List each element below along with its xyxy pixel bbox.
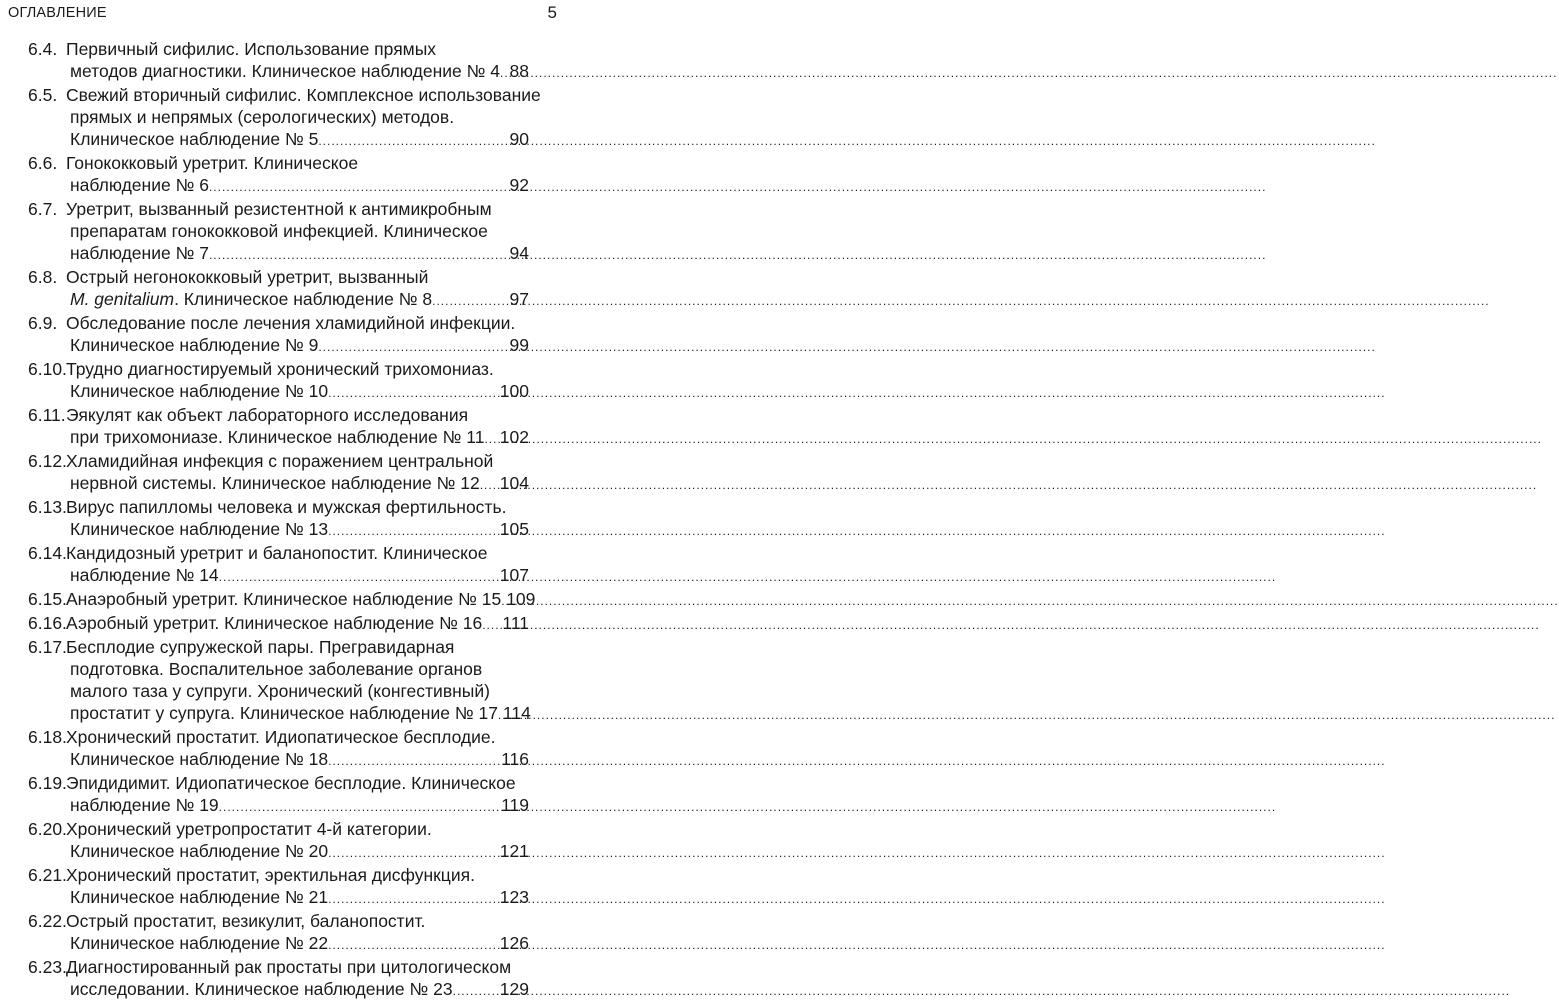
toc-entry-final-line: [66, 288, 529, 312]
toc-entry-final-line: [66, 978, 529, 1002]
toc-entry-number: 6.22.: [28, 911, 67, 931]
toc-entry-title-text: исследовании. Клиническое наблюдение № 23: [70, 979, 453, 999]
page-header: [8, 2, 557, 26]
toc-entry-title-text: нервной системы. Клиническое наблюдение № 12: [70, 473, 480, 493]
toc-entry-final-line: [66, 174, 529, 198]
toc-page-number: 119: [501, 795, 529, 815]
toc-page-number: 104: [499, 473, 529, 493]
toc-entry-final-line: [66, 612, 529, 636]
toc-entry[interactable]: [28, 864, 529, 910]
toc-entry-final-line: [66, 426, 529, 450]
toc-entry[interactable]: [28, 198, 529, 266]
toc-page-number: 123: [499, 887, 529, 907]
toc-entry-title-end: [66, 612, 482, 634]
toc-entry-title-end: [70, 932, 328, 954]
toc-entry[interactable]: [28, 450, 529, 496]
toc-entry-number: 6.7.: [28, 199, 58, 219]
toc-page-number: 105: [499, 519, 529, 539]
toc-entry[interactable]: [28, 312, 529, 358]
toc-entry-number: 6.18.: [28, 727, 67, 747]
toc-entry-title-line: препаратам гонококковой инфекцией. Клиническое: [70, 221, 488, 241]
toc-entry-title-line: Свежий вторичный сифилис. Комплексное использование: [66, 85, 541, 105]
toc-entry-number: 6.17.: [28, 637, 67, 657]
toc-entry-number: 6.21.: [28, 865, 67, 885]
toc-entry-final-line: [66, 588, 536, 612]
toc-entry-title-end: [70, 426, 484, 448]
toc-entry-number: 6.20.: [28, 819, 67, 839]
toc-entry-title-end: [70, 174, 209, 196]
dot-leader: [482, 614, 501, 636]
toc-entry-title-line: Эпидидимит. Идиопатическое бесплодие. Клиническое: [66, 773, 516, 793]
dot-leader: [209, 244, 509, 266]
toc-entry-final-line: [66, 702, 529, 726]
toc-entry[interactable]: [28, 266, 529, 312]
toc-entry-number: 6.9.: [28, 313, 58, 333]
toc-entry-title-end: [70, 60, 500, 82]
toc-entry-title-line: Хронический простатит, эректильная дисфункция.: [66, 865, 475, 885]
toc-entry-title-end: [70, 794, 219, 816]
toc-page-number: 100: [499, 381, 529, 401]
toc-entry-final-line: [66, 242, 529, 266]
toc-entry-title-line: подготовка. Воспалительное заболевание органов: [70, 659, 483, 679]
dot-leader: [453, 980, 499, 1002]
toc-entry-title-end: [70, 564, 219, 586]
running-title: ОГЛАВЛЕНИЕ: [8, 5, 107, 21]
dot-leader: [328, 842, 499, 864]
toc-entry-number: 6.15.: [28, 589, 67, 609]
dot-leader: [328, 888, 499, 910]
toc-entry-title-end: [70, 288, 432, 310]
toc-entry[interactable]: [28, 358, 529, 404]
toc-entry-number: 6.6.: [28, 153, 58, 173]
dot-leader: [480, 474, 499, 496]
toc-entry[interactable]: [28, 588, 536, 612]
toc-page-number: 99: [509, 335, 529, 355]
toc-page-number: 109: [506, 589, 536, 609]
toc-entry-number: 6.8.: [28, 267, 58, 287]
toc-entry-title-text: Клиническое наблюдение № 18: [70, 749, 329, 769]
toc-entry-title-line: Кандидозный уретрит и баланопостит. Клиническое: [66, 543, 488, 563]
toc-entry[interactable]: [28, 910, 529, 956]
toc-entry[interactable]: [28, 726, 529, 772]
toc-entry-final-line: [66, 472, 529, 496]
dot-leader: [328, 750, 500, 772]
dot-leader: [328, 382, 499, 404]
toc-entry-final-line: [66, 128, 529, 152]
toc-entry-number: 6.11.: [28, 405, 66, 425]
toc-entry-number: 6.10.: [28, 359, 67, 379]
toc-entry-title-line: Хронический уретропростатит 4-й категории.: [66, 819, 432, 839]
toc-entry-title-line: Острый негонококковый уретрит, вызванный: [66, 267, 429, 287]
toc-entry-final-line: [66, 564, 529, 588]
toc-entry-title-end: [70, 886, 328, 908]
toc-entry-final-line: [66, 518, 529, 542]
toc-entry-title-end: [66, 588, 501, 610]
toc-page-number: 116: [501, 749, 529, 769]
toc-entry-final-line: [66, 380, 529, 404]
toc-entry-title-line: Трудно диагностируемый хронический трихомониаз.: [66, 359, 494, 379]
toc-page-number: 129: [499, 979, 529, 999]
dot-leader: [328, 520, 499, 542]
page-number: 5: [547, 3, 557, 22]
toc-entry-title-end: [70, 380, 328, 402]
toc-entry-number: 6.14.: [28, 543, 67, 563]
toc-entry-title-end: [70, 702, 498, 724]
toc-entry[interactable]: [28, 542, 529, 588]
toc-entry[interactable]: [28, 956, 529, 1002]
toc-entry-final-line: [66, 334, 529, 358]
toc-page-number: 107: [499, 565, 529, 585]
dot-leader: [219, 796, 500, 818]
toc-entry-title-text: Клиническое наблюдение № 13: [70, 519, 329, 539]
toc-entry-title-text: наблюдение № 6: [70, 175, 209, 195]
toc-entry-title-line: Хламидийная инфекция с поражением центральной: [66, 451, 494, 471]
toc-entry-title-line: Гонококковый уретрит. Клиническое: [66, 153, 359, 173]
toc-entry-final-line: [66, 794, 529, 818]
toc-entry-title-text: . Клиническое наблюдение № 8: [174, 289, 433, 309]
toc-entry-title-text: наблюдение № 7: [70, 243, 209, 263]
toc-entry-final-line: [66, 932, 529, 956]
toc-entry-number: 6.13.: [28, 497, 67, 517]
toc-page-number: 126: [499, 933, 529, 953]
toc-entry[interactable]: [28, 636, 529, 726]
toc-entry-final-line: [66, 886, 529, 910]
toc-entry-title-line: Хронический простатит. Идиопатическое бесплодие.: [66, 727, 496, 747]
toc-entry-title-end: [70, 840, 328, 862]
toc-entry-title-line: Эякулят как объект лабораторного исследования: [66, 405, 469, 425]
toc-entry-italic-term: M. genitalium: [70, 289, 175, 309]
toc-entry[interactable]: [28, 496, 529, 542]
toc-page-number: 114: [502, 703, 531, 723]
dot-leader: [318, 130, 508, 152]
toc-page-number: 88: [509, 61, 529, 81]
dot-leader: [328, 934, 499, 956]
toc-entry[interactable]: [28, 404, 529, 450]
toc-entry[interactable]: [28, 38, 529, 84]
toc-entry-title-text: Клиническое наблюдение № 22: [70, 933, 329, 953]
toc-entry-title-line: Диагностированный рак простаты при цитологическом: [66, 957, 512, 977]
toc-entry-title-line: Бесплодие супружеской пары. Прегравидарная: [66, 637, 455, 657]
toc-page-number: 97: [509, 289, 529, 309]
toc-page-number: 94: [509, 243, 529, 263]
toc-entry-number: 6.16.: [28, 613, 67, 633]
toc-entry-title-end: [70, 242, 209, 264]
toc-entry-title-end: [70, 518, 328, 540]
toc-page-number: 102: [499, 427, 529, 447]
toc-entry-title-text: Аэробный уретрит. Клиническое наблюдение № 16: [66, 613, 483, 633]
toc-entry[interactable]: [28, 84, 541, 152]
dot-leader: [209, 176, 509, 198]
toc-entry-final-line: [66, 748, 529, 772]
toc-entry[interactable]: [28, 818, 529, 864]
table-of-contents: [28, 38, 541, 1002]
toc-entry-title-line: Обследование после лечения хламидийной инфекции.: [66, 313, 516, 333]
toc-entry-number: 6.5.: [28, 85, 58, 105]
toc-entry-title-text: Клиническое наблюдение № 10: [70, 381, 329, 401]
toc-entry-final-line: [66, 60, 529, 84]
toc-entry-title-text: Клиническое наблюдение № 20: [70, 841, 329, 861]
toc-entry-title-text: Клиническое наблюдение № 9: [70, 335, 319, 355]
toc-page-number: 92: [509, 175, 529, 195]
toc-entry-number: 6.4.: [28, 39, 58, 59]
toc-entry-title-line: Уретрит, вызванный резистентной к антимикробным: [66, 199, 492, 219]
toc-entry-number: 6.23.: [28, 957, 67, 977]
toc-entry-title-line: Первичный сифилис. Использование прямых: [66, 39, 437, 59]
toc-entry-title-text: при трихомониазе. Клиническое наблюдение № 11: [70, 427, 485, 447]
toc-entry-title-line: Острый простатит, везикулит, баланопостит.: [66, 911, 426, 931]
toc-page-number: 90: [509, 129, 529, 149]
dot-leader: [484, 428, 498, 450]
toc-entry-title-text: Клиническое наблюдение № 5: [70, 129, 319, 149]
toc-entry-title-end: [70, 334, 318, 356]
toc-entry-title-text: Анаэробный уретрит. Клиническое наблюдение № 15: [66, 589, 502, 609]
toc-entry-title-end: [70, 472, 480, 494]
toc-entry-title-line: прямых и непрямых (серологических) методов.: [70, 107, 455, 127]
toc-entry-number: 6.19.: [28, 773, 67, 793]
toc-entry-title-text: наблюдение № 14: [70, 565, 219, 585]
toc-entry-title-end: [70, 978, 453, 1000]
dot-leader: [219, 566, 499, 588]
toc-entry-title-text: наблюдение № 19: [70, 795, 219, 815]
toc-entry[interactable]: [28, 612, 529, 636]
toc-entry-title-end: [70, 128, 318, 150]
toc-entry-title-line: Вирус папилломы человека и мужская фертильность.: [66, 497, 507, 517]
toc-entry-title-text: методов диагностики. Клиническое наблюдение № 4: [70, 61, 500, 81]
toc-entry[interactable]: [28, 152, 529, 198]
toc-entry-final-line: [66, 840, 529, 864]
toc-page-number: 121: [499, 841, 529, 861]
toc-entry-title-text: простатит у супруга. Клиническое наблюдение № 17: [70, 703, 498, 723]
toc-entry-title-end: [70, 748, 328, 770]
toc-page-number: 111: [502, 613, 529, 633]
dot-leader: [500, 62, 509, 84]
toc-entry-title-text: Клиническое наблюдение № 21: [70, 887, 329, 907]
dot-leader: [432, 290, 508, 312]
dot-leader: [318, 336, 508, 358]
toc-entry-number: 6.12.: [28, 451, 67, 471]
toc-entry[interactable]: [28, 772, 529, 818]
toc-entry-title-line: малого таза у супруги. Хронический (конгестивный): [70, 681, 490, 701]
